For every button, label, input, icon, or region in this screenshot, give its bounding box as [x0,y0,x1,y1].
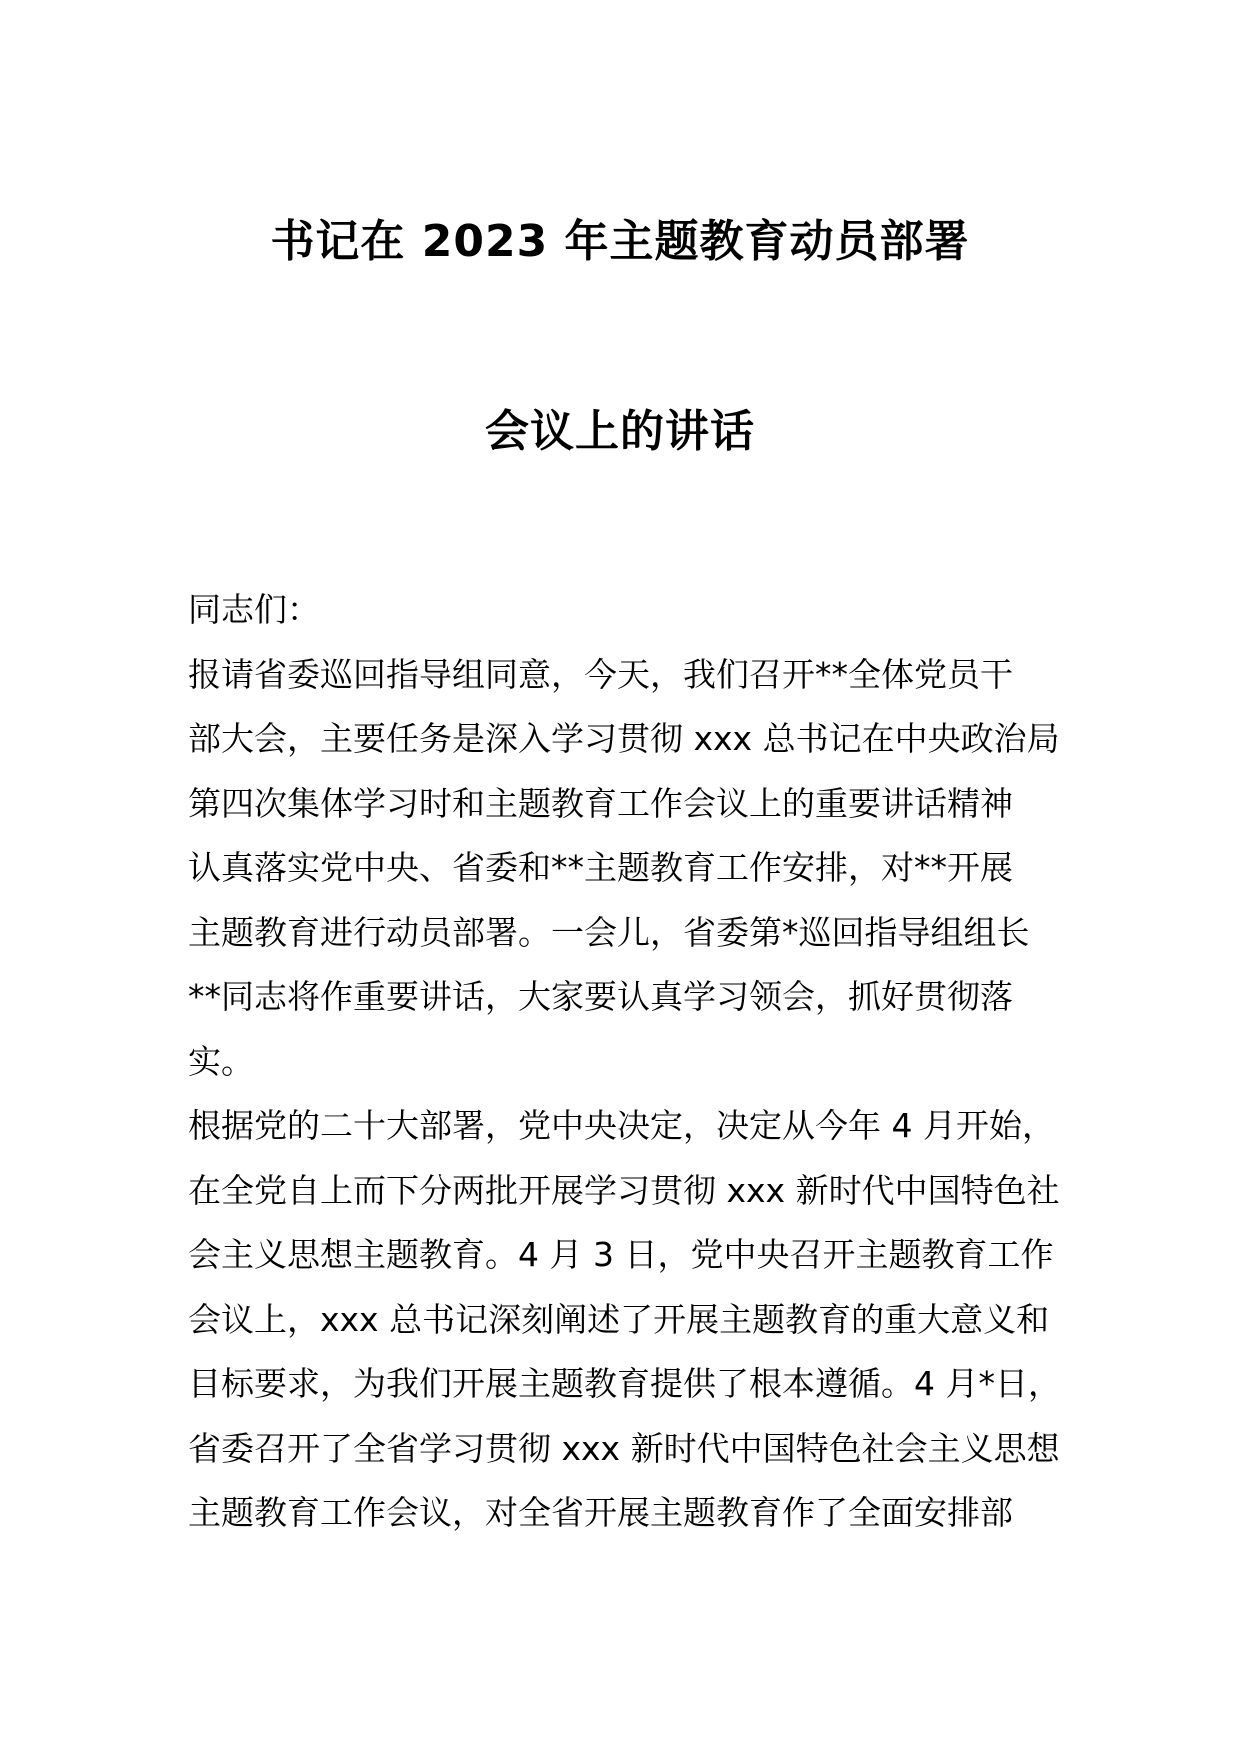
paragraph-line: 省委召开了全省学习贯彻 xxx 新时代中国特色社会主义思想 [188,1428,1060,1468]
paragraph-line: 报请省委巡回指导组同意，今天，我们召开**全体党员干 [188,654,1013,694]
paragraph-line: 会议上，xxx 总书记深刻阐述了开展主题教育的重大意义和 [188,1299,1050,1339]
paragraph-line: 主题教育工作会议，对全省开展主题教育作了全面安排部 [188,1493,1013,1532]
salutation: 同志们： [188,590,320,629]
paragraph-line: 主题教育进行动员部署。一会儿，省委第*巡回指导组组长 [188,912,1030,952]
paragraph-line: 根据党的二十大部署，党中央决定，决定从今年 4 月开始， [188,1106,1055,1145]
paragraph-line: 会主义思想主题教育。4 月 3 日，党中央召开主题教育工作 [188,1235,1054,1274]
paragraph-line: 第四次集体学习时和主题教育工作会议上的重要讲话精神 [188,783,1013,823]
paragraph-line: 实。 [188,1041,254,1081]
paragraph-line: 在全党自上而下分两批开展学习贯彻 xxx 新时代中国特色社 [188,1170,1060,1210]
title-line-1: 书记在 2023 年主题教育动员部署 [270,216,970,267]
speech-body [188,578,1088,1546]
paragraph-line: 目标要求，为我们开展主题教育提供了根本遵循。4 月*日， [188,1364,1061,1403]
paragraph-1 [188,643,1088,1095]
title-line-2: 会议上的讲话 [485,406,755,457]
paragraph-line: **同志将作重要讲话，大家要认真学习领会，抓好贯彻落 [188,977,1013,1016]
paragraph-line: 部大会，主要任务是深入学习贯彻 xxx 总书记在中央政治局 [188,719,1060,758]
paragraph-line: 认真落实党中央、省委和**主题教育工作安排，对**开展 [188,848,1013,887]
paragraph-2 [188,1094,1088,1546]
